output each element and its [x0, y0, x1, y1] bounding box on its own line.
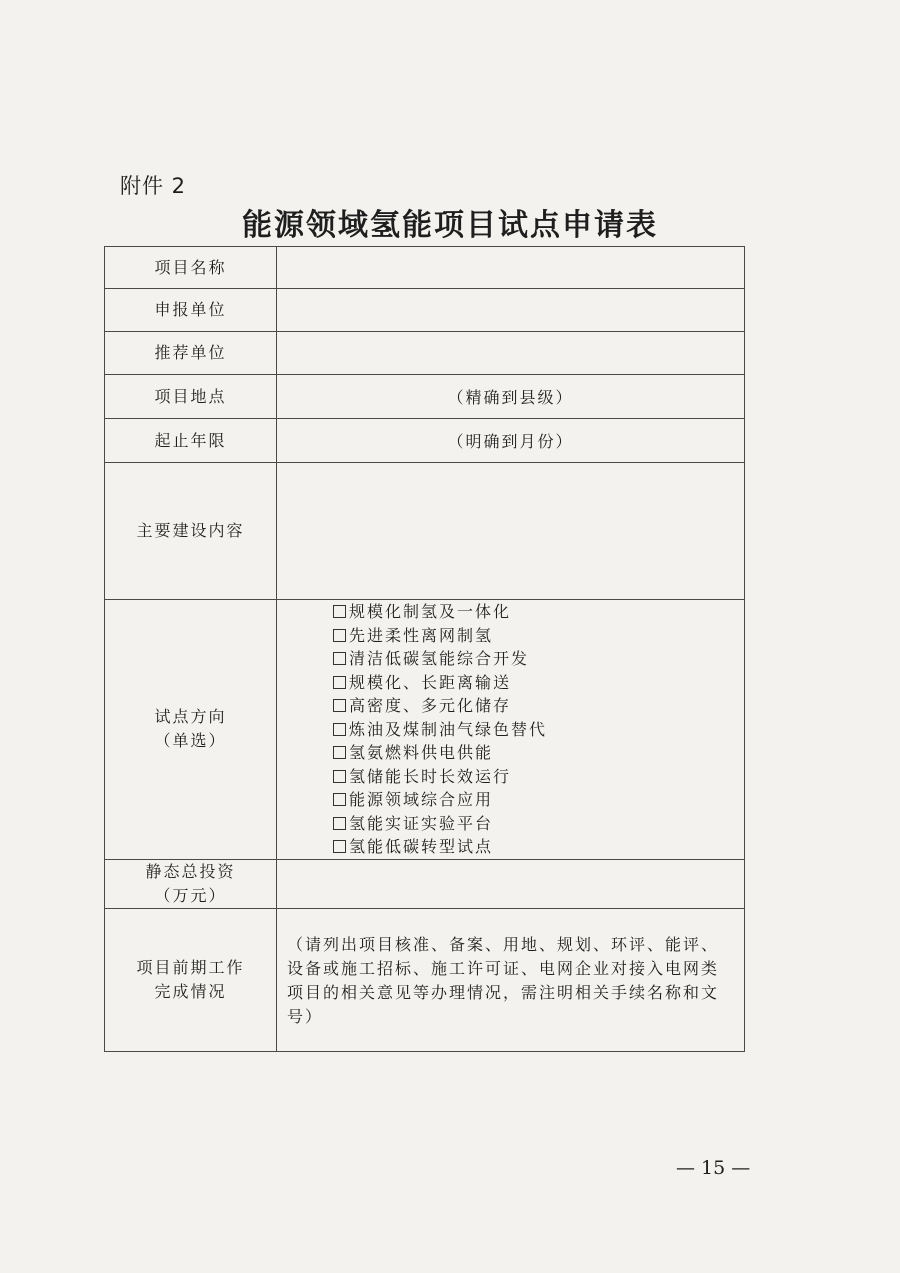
project-name-label: 项目名称 — [105, 247, 277, 289]
recommender-field[interactable] — [277, 332, 745, 375]
checkbox-icon[interactable] — [333, 629, 346, 642]
row-location — [105, 375, 745, 419]
direction-option[interactable] — [333, 741, 744, 765]
direction-option[interactable] — [333, 671, 744, 695]
direction-option[interactable] — [333, 694, 744, 718]
option-label: 高密度、多元化储存 — [349, 696, 512, 715]
location-label: 项目地点 — [105, 375, 277, 419]
option-label: 氢能实证实验平台 — [349, 813, 494, 833]
application-form-table — [104, 246, 745, 1052]
preliminary-note-line: 设备或施工招标、施工许可证、电网企业对接入电网类 — [287, 958, 720, 978]
checkbox-icon[interactable] — [333, 770, 346, 783]
direction-option[interactable] — [333, 718, 744, 742]
direction-label-line1: 试点方向 — [154, 707, 227, 727]
preliminary-note-line: （请列出项目核准、备案、用地、规划、环评、能评、 — [287, 934, 720, 954]
preliminary-note-line: 号） — [287, 1006, 324, 1026]
option-label: 规模化制氢及一体化 — [349, 602, 512, 621]
row-period — [105, 419, 745, 463]
recommender-label: 推荐单位 — [105, 332, 277, 375]
direction-option[interactable] — [333, 835, 744, 859]
preliminary-label-line2: 完成情况 — [154, 981, 227, 1001]
row-recommender — [105, 332, 745, 375]
direction-option[interactable] — [333, 765, 744, 789]
checkbox-icon[interactable] — [333, 840, 346, 853]
investment-label — [105, 859, 277, 908]
investment-label-line2: （万元） — [154, 885, 227, 905]
construction-label: 主要建设内容 — [105, 463, 277, 600]
preliminary-field[interactable] — [277, 908, 745, 1051]
checkbox-icon[interactable] — [333, 746, 346, 759]
direction-option[interactable] — [333, 812, 744, 836]
checkbox-icon[interactable] — [333, 723, 346, 736]
location-field[interactable]: （精确到县级） — [277, 375, 745, 419]
page-number: — 15 — — [676, 1157, 751, 1179]
direction-option[interactable] — [333, 647, 744, 671]
option-label: 炼油及煤制油气绿色替代 — [349, 719, 548, 739]
attachment-label: 附件 2 — [120, 174, 187, 198]
preliminary-note-line: 项目的相关意见等办理情况，需注明相关手续名称和文 — [287, 982, 720, 1002]
direction-label — [105, 600, 277, 860]
checkbox-icon[interactable] — [333, 676, 346, 689]
checkbox-icon[interactable] — [333, 793, 346, 806]
form-title: 能源领域氢能项目试点申请表 — [242, 208, 658, 243]
construction-field[interactable] — [277, 463, 745, 600]
option-label: 氢储能长时长效运行 — [349, 766, 512, 786]
direction-option[interactable] — [333, 600, 744, 624]
investment-label-line1: 静态总投资 — [145, 861, 236, 881]
checkbox-icon[interactable] — [333, 652, 346, 665]
checkbox-icon[interactable] — [333, 699, 346, 712]
period-field[interactable]: （明确到月份） — [277, 419, 745, 463]
checkbox-icon[interactable] — [333, 605, 346, 618]
row-investment — [105, 859, 745, 908]
direction-option[interactable] — [333, 788, 744, 812]
option-label: 氢能低碳转型试点 — [349, 837, 494, 856]
checkbox-icon[interactable] — [333, 817, 346, 830]
investment-field[interactable] — [277, 859, 745, 908]
option-label: 氢氨燃料供电供能 — [349, 743, 494, 762]
period-label: 起止年限 — [105, 419, 277, 463]
row-direction — [105, 600, 745, 860]
row-construction — [105, 463, 745, 600]
direction-label-line2: （单选） — [154, 731, 227, 751]
project-name-field[interactable] — [277, 247, 745, 289]
direction-options — [277, 600, 745, 860]
preliminary-label — [105, 908, 277, 1051]
row-applicant — [105, 289, 745, 332]
option-label: 先进柔性离网制氢 — [349, 625, 494, 645]
direction-option[interactable] — [333, 624, 744, 648]
option-label: 能源领域综合应用 — [349, 790, 494, 809]
option-label: 规模化、长距离输送 — [349, 672, 512, 692]
applicant-label: 申报单位 — [105, 289, 277, 332]
row-project-name — [105, 247, 745, 289]
option-label: 清洁低碳氢能综合开发 — [349, 649, 530, 668]
row-preliminary — [105, 908, 745, 1051]
applicant-field[interactable] — [277, 289, 745, 332]
preliminary-label-line1: 项目前期工作 — [136, 957, 245, 977]
